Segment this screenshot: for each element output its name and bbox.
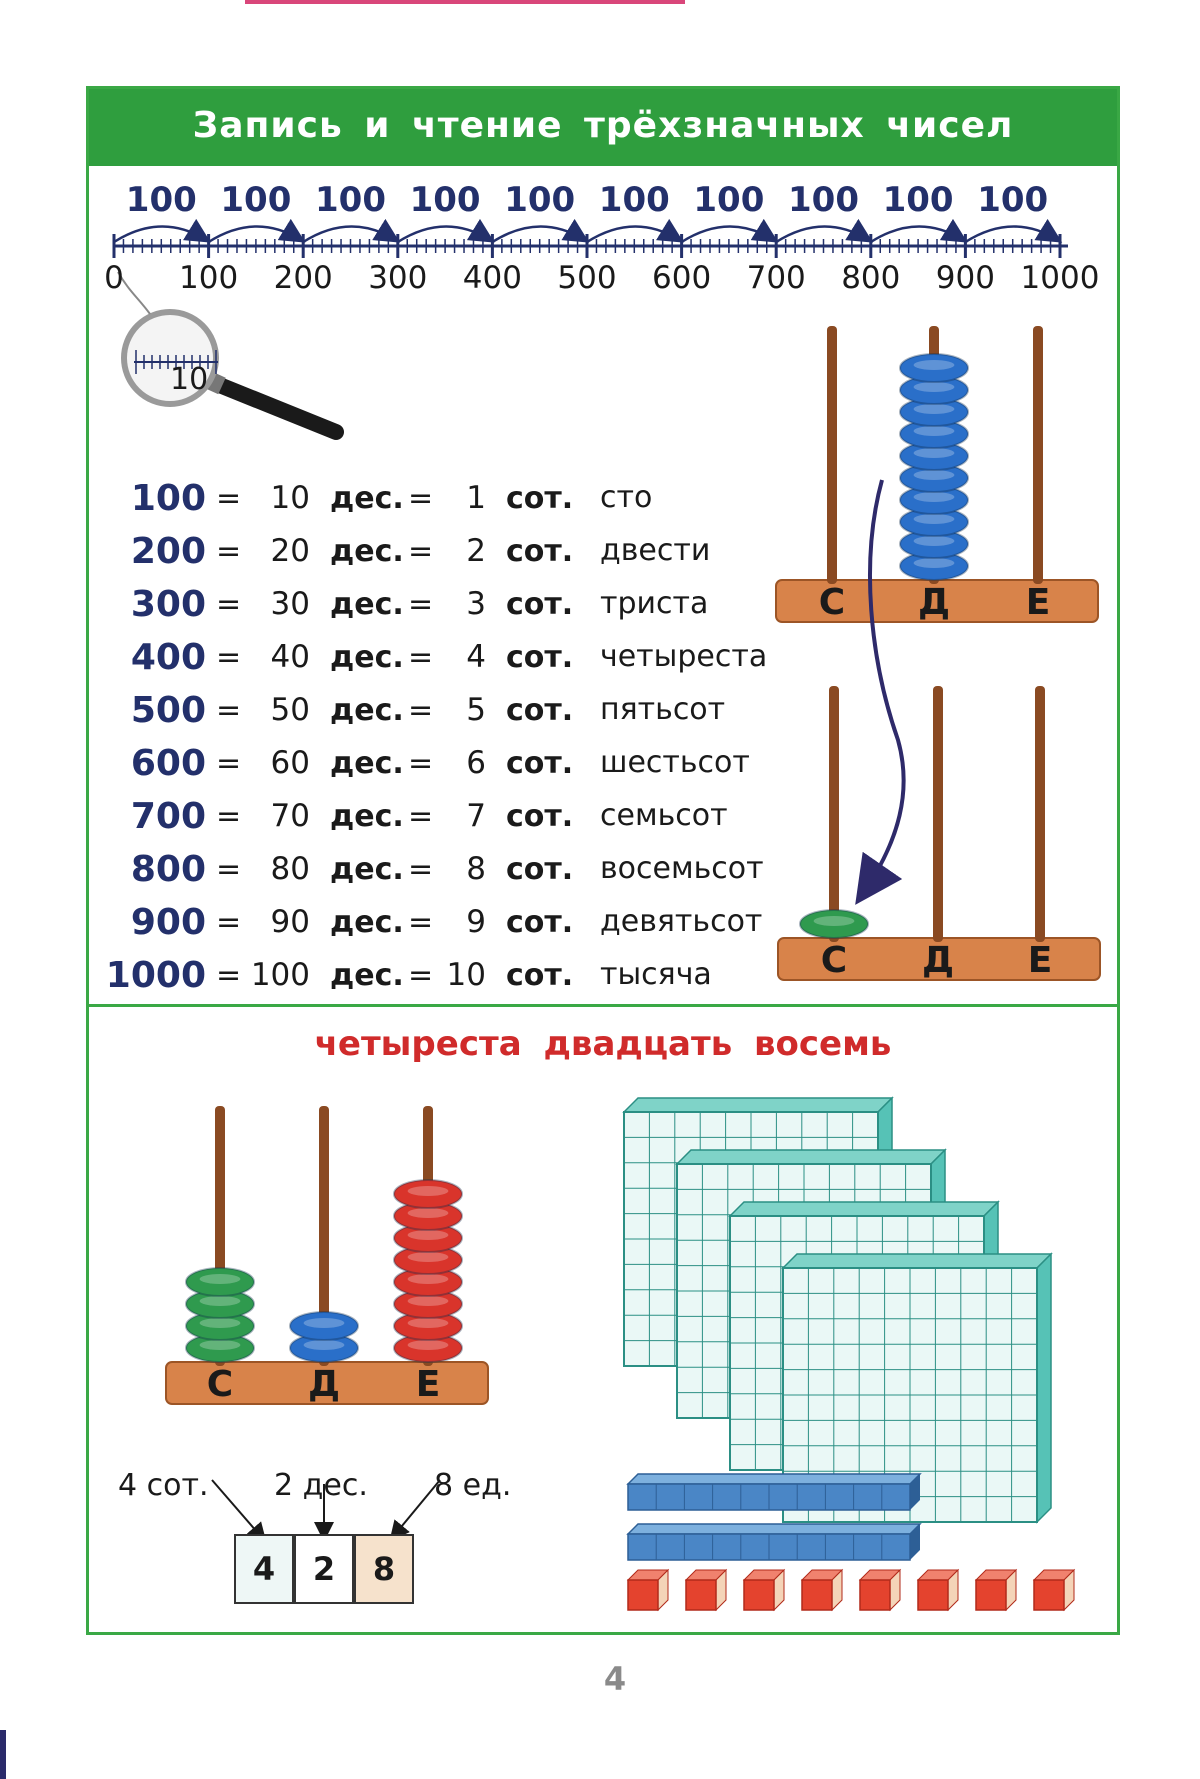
tick-label: 700 (746, 260, 806, 296)
unit-cube (686, 1580, 716, 1610)
hundreds-unit: сот. (506, 799, 574, 834)
ten-rod-top (628, 1474, 920, 1484)
row-tens: 60 (270, 745, 310, 781)
equals-sign: = (408, 534, 434, 569)
row-hundreds: 1 (466, 480, 486, 516)
row-number: 800 (130, 849, 206, 890)
tens-unit: дес. (330, 958, 404, 993)
equals-sign: = (408, 693, 434, 728)
hundred-flat-top (730, 1202, 998, 1216)
tens-label: 2 дес. (274, 1468, 368, 1503)
tick-label: 400 (462, 260, 522, 296)
bead-highlight (408, 1252, 449, 1262)
hundred-flat-side (1037, 1254, 1051, 1522)
tick-label: 1000 (1020, 260, 1100, 296)
tens-unit: дес. (330, 534, 404, 569)
unit-cube (918, 1580, 948, 1610)
row-hundreds: 10 (446, 957, 486, 993)
hundreds-unit: сот. (506, 746, 574, 781)
abacus-place-label: Е (1027, 940, 1053, 981)
tens-unit: дес. (330, 693, 404, 728)
row-word: девятьсот (600, 904, 763, 939)
tick-label: 0 (104, 260, 124, 296)
abacus-rod (1033, 326, 1043, 584)
tens-unit: дес. (330, 640, 404, 675)
abacus-428 (166, 1106, 488, 1404)
row-number: 700 (130, 796, 206, 837)
binding-edge (0, 1730, 6, 1779)
row-word: четыреста (600, 639, 768, 674)
bead-highlight (408, 1186, 449, 1196)
abacus-one-hundred (778, 686, 1100, 980)
unit-cube (802, 1580, 832, 1610)
row-number: 200 (130, 531, 206, 572)
row-hundreds: 4 (466, 639, 486, 675)
bead-highlight (914, 470, 955, 480)
abacus-place-label: С (820, 940, 848, 981)
abacus-rod (829, 686, 839, 942)
bead-highlight (914, 404, 955, 414)
page-number: 4 (603, 1660, 627, 1698)
tick-label: 300 (368, 260, 428, 296)
bead-highlight (304, 1318, 345, 1328)
row-number: 100 (130, 478, 206, 519)
row-tens: 10 (270, 480, 310, 516)
section-divider (89, 1004, 1117, 1007)
hundreds-unit: сот. (506, 905, 574, 940)
hundreds-unit: сот. (506, 587, 574, 622)
unit-cube (976, 1580, 1006, 1610)
row-tens: 40 (270, 639, 310, 675)
equals-sign: = (216, 640, 242, 675)
bead-highlight (914, 492, 955, 502)
hundred-flat-top (677, 1150, 945, 1164)
row-word: тысяча (600, 957, 712, 992)
bead-highlight (200, 1318, 241, 1328)
bead-highlight (408, 1230, 449, 1240)
row-number: 900 (130, 902, 206, 943)
abacus-place-label: Д (917, 582, 951, 623)
jump-label: 100 (977, 180, 1049, 220)
ones-label: 8 ед. (434, 1468, 512, 1503)
hundreds-unit: сот. (506, 534, 574, 569)
row-tens: 50 (270, 692, 310, 728)
jump-label: 100 (125, 180, 197, 220)
ten-rod-top (628, 1524, 920, 1534)
bead-highlight (914, 382, 955, 392)
bead-highlight (200, 1274, 241, 1284)
row-hundreds: 2 (466, 533, 486, 569)
hundreds-unit: сот. (506, 640, 574, 675)
row-number: 1000 (105, 955, 206, 996)
digit-tens: 2 (294, 1534, 354, 1604)
equals-sign: = (408, 852, 434, 887)
equals-sign: = (216, 481, 242, 516)
unit-cube (1034, 1580, 1064, 1610)
bead-highlight (200, 1340, 241, 1350)
bead-highlight (200, 1296, 241, 1306)
tick-label: 600 (652, 260, 712, 296)
equals-sign: = (408, 640, 434, 675)
jump-label: 100 (882, 180, 954, 220)
row-tens: 20 (270, 533, 310, 569)
arrow-ones (392, 1480, 440, 1538)
row-word: триста (600, 586, 709, 621)
magnifier-label: 10 (170, 362, 209, 397)
tens-unit: дес. (330, 587, 404, 622)
abacus-place-label: Е (1025, 582, 1051, 623)
tens-unit: дес. (330, 852, 404, 887)
equals-sign: = (216, 587, 242, 622)
row-word: восемьсот (600, 851, 764, 886)
equals-sign: = (216, 746, 242, 781)
bead-highlight (914, 426, 955, 436)
row-hundreds: 9 (466, 904, 486, 940)
bead-highlight (408, 1318, 449, 1328)
row-word: шестьсот (600, 745, 750, 780)
row-number: 500 (130, 690, 206, 731)
hundred-flat-top (624, 1098, 892, 1112)
digit-hundreds: 4 (234, 1534, 294, 1604)
abacus-place-label: С (818, 582, 846, 623)
row-hundreds: 6 (466, 745, 486, 781)
jump-label: 100 (693, 180, 765, 220)
base-ten-blocks (624, 1098, 1074, 1610)
abacus-place-label: Д (307, 1364, 341, 1405)
row-number: 400 (130, 637, 206, 678)
page-title: Запись и чтение трёхзначных чисел (192, 105, 1014, 146)
hundreds-unit: сот. (506, 958, 574, 993)
jump-label: 100 (788, 180, 859, 220)
digit-ones: 8 (354, 1534, 414, 1604)
bead-highlight (408, 1208, 449, 1218)
jump-label: 100 (504, 180, 576, 220)
bead-highlight (914, 448, 955, 458)
abacus-rod (933, 686, 943, 942)
equals-sign: = (216, 799, 242, 834)
hundreds-unit: сот. (506, 852, 574, 887)
hundred-flat-top (783, 1254, 1051, 1268)
row-word: семьсот (600, 798, 728, 833)
hundreds-unit: сот. (506, 481, 574, 516)
row-word: сто (600, 480, 653, 515)
hundreds-unit: сот. (506, 693, 574, 728)
tick-label: 900 (935, 260, 995, 296)
equals-sign: = (408, 905, 434, 940)
equals-sign: = (216, 693, 242, 728)
abacus-place-label: Д (921, 940, 955, 981)
abacus-ten-tens (776, 326, 1098, 622)
unit-cube (860, 1580, 890, 1610)
bead-highlight (408, 1340, 449, 1350)
row-number: 600 (130, 743, 206, 784)
row-tens: 70 (270, 798, 310, 834)
bead-highlight (814, 916, 855, 926)
equals-sign: = (408, 746, 434, 781)
bead-highlight (914, 558, 955, 568)
tick-label: 100 (179, 260, 239, 296)
tens-unit: дес. (330, 799, 404, 834)
row-tens: 30 (270, 586, 310, 622)
bead-highlight (914, 514, 955, 524)
hundreds-label: 4 сот. (118, 1468, 209, 1503)
row-hundreds: 3 (466, 586, 486, 622)
row-word: пятьсот (600, 692, 726, 727)
equals-sign: = (216, 958, 242, 993)
abacus-place-label: С (206, 1364, 234, 1405)
jump-label: 100 (409, 180, 481, 220)
jump-label: 100 (598, 180, 670, 220)
bead-highlight (914, 536, 955, 546)
equals-sign: = (408, 587, 434, 622)
row-number: 300 (130, 584, 206, 625)
row-word: двести (600, 533, 711, 568)
bead-highlight (304, 1340, 345, 1350)
equals-sign: = (408, 799, 434, 834)
row-hundreds: 7 (466, 798, 486, 834)
row-hundreds: 8 (466, 851, 486, 887)
equals-sign: = (216, 852, 242, 887)
equals-sign: = (408, 958, 434, 993)
tick-label: 800 (841, 260, 901, 296)
equals-sign: = (408, 481, 434, 516)
row-tens: 90 (270, 904, 310, 940)
row-hundreds: 5 (466, 692, 486, 728)
unit-cube (744, 1580, 774, 1610)
tens-unit: дес. (330, 481, 404, 516)
bead-highlight (408, 1274, 449, 1284)
abacus-place-label: Е (415, 1364, 441, 1405)
bead-highlight (408, 1296, 449, 1306)
abacus-rod (827, 326, 837, 584)
tick-label: 200 (273, 260, 333, 296)
jump-label: 100 (315, 180, 386, 220)
bead-highlight (914, 360, 955, 370)
exchange-arrow (862, 480, 904, 895)
row-tens: 100 (250, 957, 310, 993)
abacus-rod (1035, 686, 1045, 942)
arrow-hundreds (212, 1480, 264, 1540)
tens-unit: дес. (330, 746, 404, 781)
number-phrase: четыреста двадцать восемь (314, 1024, 892, 1064)
tick-label: 500 (557, 260, 617, 296)
row-tens: 80 (270, 851, 310, 887)
equals-sign: = (216, 905, 242, 940)
jump-label: 100 (220, 180, 292, 220)
equals-sign: = (216, 534, 242, 569)
unit-cube (628, 1580, 658, 1610)
tens-unit: дес. (330, 905, 404, 940)
